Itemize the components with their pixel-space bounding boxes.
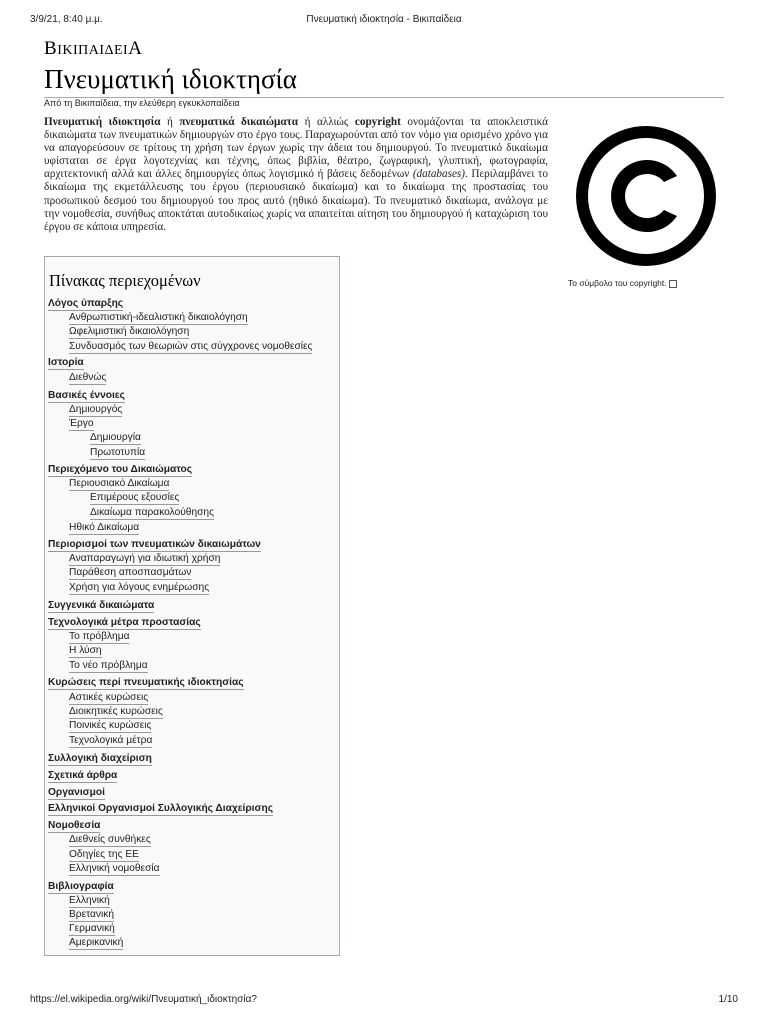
toc-subsection-link[interactable]: Πρωτοτυπία — [90, 447, 146, 458]
copyright-figure — [564, 124, 724, 288]
toc-section-link[interactable]: Βιβλιογραφία — [48, 881, 114, 892]
toc-section-link[interactable]: Τεχνολογικά μέτρα προστασίας — [48, 617, 201, 628]
toc-subsection-link[interactable]: Περιουσιακό Δικαίωμα — [69, 478, 170, 489]
wordmark-middle: ΙΚΙΠΑΙΔΕΙ — [57, 43, 129, 58]
toc-subsection-link[interactable]: Διεθνώς — [69, 372, 107, 383]
toc-section-link[interactable]: Σχετικά άρθρα — [48, 770, 118, 781]
print-page-number: 1/10 — [718, 994, 738, 1005]
copyright-symbol-icon[interactable] — [568, 124, 724, 268]
intro-text-2: ή αλλιώς — [298, 116, 355, 128]
intro-term-2: πνευματικά δικαιώματα — [179, 116, 299, 128]
toc-subsection-link[interactable]: Δημιουργός — [69, 404, 123, 415]
toc-subsection-link[interactable]: Αστικές κυρώσεις — [69, 692, 149, 703]
wordmark-first-letter: Β — [44, 38, 58, 59]
toc-subsection-link[interactable]: Αμερικανική — [69, 937, 124, 948]
toc-section-link[interactable]: Περιεχόμενο του Δικαιώματος — [48, 464, 193, 475]
toc-subsection-link[interactable]: Παράθεση αποσπασμάτων — [69, 567, 192, 578]
print-header — [30, 14, 738, 30]
toc-section-link[interactable]: Ελληνικοί Οργανισμοί Συλλογικής Διαχείρισης — [48, 803, 273, 814]
toc-subsection-link[interactable]: Χρήση για λόγους ενημέρωσης — [69, 582, 210, 593]
wordmark-last-letter: Α — [128, 38, 143, 59]
toc-subsection-link[interactable]: Ελληνική νομοθεσία — [69, 863, 160, 874]
toc-section-link[interactable]: Λόγος ύπαρξης — [48, 298, 124, 309]
toc-section-link[interactable]: Συγγενικά δικαιώματα — [48, 600, 155, 611]
toc-section-link[interactable]: Οργανισμοί — [48, 787, 105, 798]
print-footer — [30, 994, 738, 1008]
intro-text-3: ονομάζονται τα αποκλειστικά δικαιώματα των πνευματικών δημιουργών στο έργο τους. Παραχωρούνται από τον νόμο για ορισμένο χρόνο για να απαγορεύσουν σε τρίτους τη χρήση των έργων χωρίς την άδεια του δημιουργού. Το πνευματικό δικαίωμα υφίσταται σε έργα λογοτεχνίας και τέχνης, όπως βιβλία, θέατρο, ζωγραφική, γλυπτική, φωτογραφία, αρχιτεκτονική αλλά και άλλες δημιουργίες όπως λογισμικό ή βάσεις δεδομένων — [44, 116, 549, 181]
toc-section-link[interactable]: Βασικές έννοιες — [48, 390, 125, 401]
toc-subsection-link[interactable]: Το νέο πρόβλημα — [69, 660, 148, 671]
toc-subsection-link[interactable]: Ποινικές κυρώσεις — [69, 720, 152, 731]
toc-subsection-link[interactable]: Επιμέρους εξουσίες — [90, 492, 180, 503]
article-intro — [44, 116, 548, 234]
toc-subsection-link[interactable]: Η λύση — [69, 645, 102, 656]
toc-subsection-link[interactable]: Ηθικό Δικαίωμα — [69, 522, 140, 533]
toc-subsection-link[interactable]: Συνδυασμός των θεωριών στις σύγχρονες νομοθεσίες — [69, 341, 313, 352]
toc-section-link[interactable]: Ιστορία — [48, 357, 84, 368]
toc-subsection-link[interactable]: Βρετανική — [69, 909, 115, 920]
figure-caption — [568, 278, 724, 288]
print-doc-title: Πνευματική ιδιοκτησία - Βικιπαίδεια — [306, 14, 462, 25]
toc-subsection-link[interactable]: Ελληνική — [69, 895, 110, 906]
toc-section-link[interactable]: Κυρώσεις περί πνευματικής ιδιοκτησίας — [48, 677, 244, 688]
toc-section-link[interactable]: Περιορισμοί των πνευματικών δικαιωμάτων — [48, 539, 261, 550]
site-tagline: Από τη Βικιπαίδεια, την ελεύθερη εγκυκλοπαίδεια — [44, 98, 240, 108]
toc-subsection-link[interactable]: Ωφελιμιστική δικαιολόγηση — [69, 326, 190, 337]
enlarge-icon[interactable] — [669, 280, 677, 288]
wikipedia-wordmark[interactable] — [44, 38, 142, 60]
intro-text-1: ή — [160, 116, 180, 128]
intro-italic: (databases) — [412, 168, 466, 181]
toc-subsection-link[interactable]: Διοικητικές κυρώσεις — [69, 706, 163, 717]
toc-section-link[interactable]: Νομοθεσία — [48, 820, 101, 831]
intro-term-3: copyright — [354, 116, 401, 128]
table-of-contents — [44, 256, 340, 956]
toc-subsection-link[interactable]: Έργο — [69, 418, 94, 429]
toc-title: Πίνακας περιεχομένων — [49, 271, 201, 290]
toc-subsection-link[interactable]: Αναπαραγωγή για ιδιωτική χρήση — [69, 553, 221, 564]
toc-subsection-link[interactable]: Δημιουργία — [90, 432, 141, 443]
page-title: Πνευματική ιδιοκτησία — [44, 64, 724, 98]
toc-subsection-link[interactable]: Δικαίωμα παρακολούθησης — [90, 507, 215, 518]
toc-subsection-link[interactable]: Οδηγίες της ΕΕ — [69, 849, 139, 860]
toc-subsection-link[interactable]: Ανθρωπιστική-ιδεαλιστική δικαιολόγηση — [69, 312, 248, 323]
toc-subsection-link[interactable]: Γερμανική — [69, 923, 115, 934]
intro-term-1: Πνευματική ιδιοκτησία — [44, 116, 161, 128]
toc-subsection-link[interactable]: Διεθνείς συνθήκες — [69, 834, 151, 845]
toc-section-link[interactable]: Συλλογική διαχείριση — [48, 753, 152, 764]
toc-subsection-link[interactable]: Τεχνολογικά μέτρα — [69, 735, 153, 746]
toc-subsection-link[interactable]: Το πρόβλημα — [69, 631, 130, 642]
print-datetime: 3/9/21, 8:40 μ.μ. — [30, 14, 103, 25]
intro-text-4: . Περιλαμβάνει το δικαίωμα της εκμετάλλευσης του έργου (περιουσιακό δικαίωμα) και το δικαίωμα της προστασίας του προσωπικού δεσμού του δημιουργού του προς αυτό (ηθικό δικαίωμα). Το πνευματικό δικαίωμα, ανάλογα με την νομοθεσία, συνήθως αποκτάται αυτοδικαίως χωρίς να απαιτείται αίτηση του δημιουργού ή καταχώριση του έργου σε κάποια υπηρεσία. — [44, 168, 548, 233]
figure-caption-text: Το σύμβολο του copyright. — [568, 278, 667, 288]
print-url: https://el.wikipedia.org/wiki/Πνευματική_ιδιοκτησία? — [30, 994, 257, 1005]
